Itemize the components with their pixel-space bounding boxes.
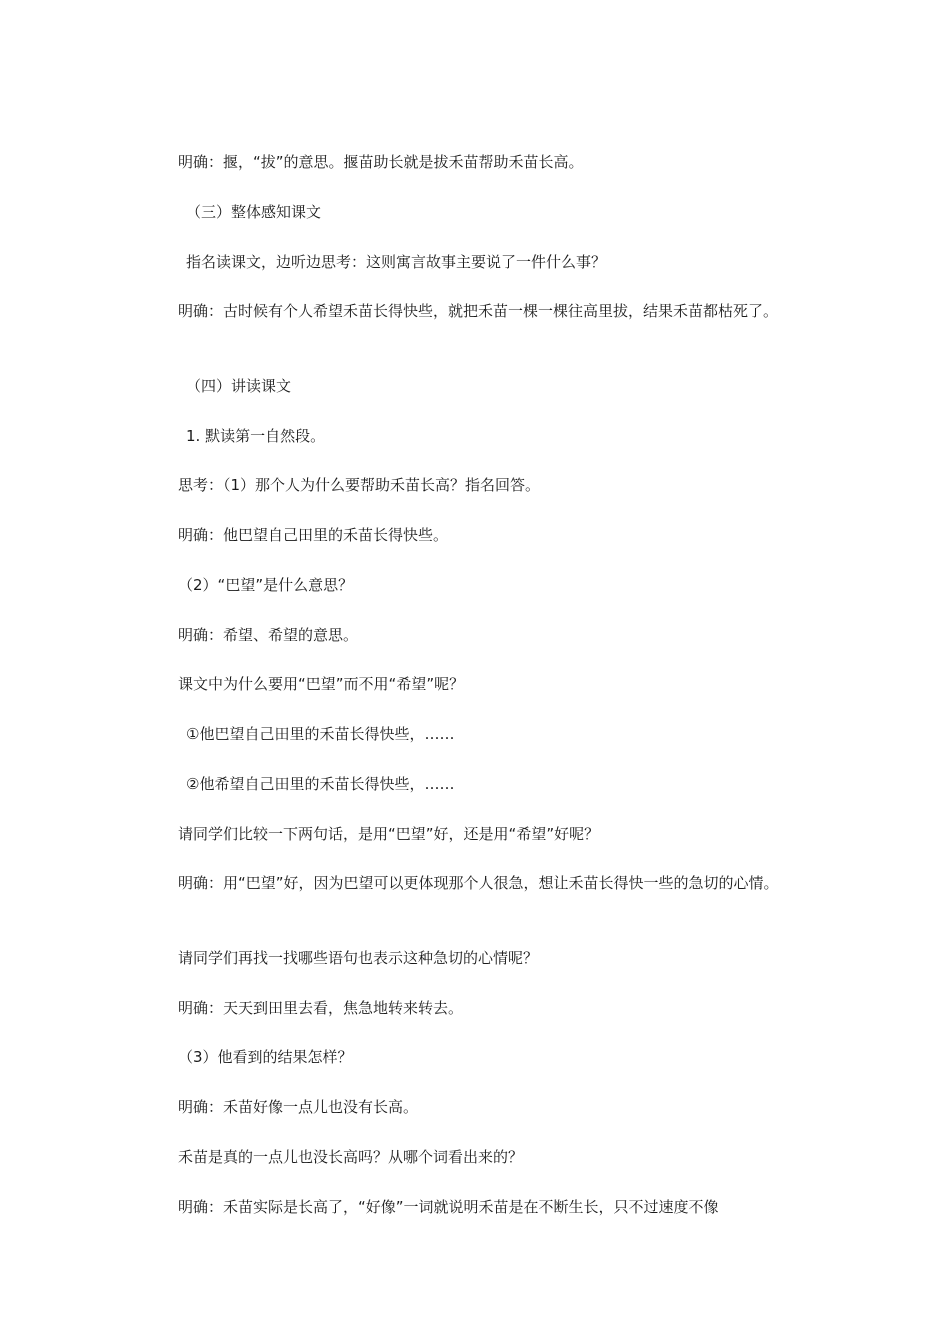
paragraph: （3）他看到的结果怎样？ — [178, 1048, 353, 1066]
paragraph: 指名读课文，边听边思考：这则寓言故事主要说了一件什么事？ — [186, 253, 607, 271]
example-sentence: ①他巴望自己田里的禾苗长得快些，…… — [186, 725, 455, 743]
section-heading: （三）整体感知课文 — [186, 203, 322, 221]
paragraph: （2）“巴望”是什么意思？ — [178, 576, 354, 594]
paragraph: 明确：揠，“拔”的意思。揠苗助长就是拔禾苗帮助禾苗长高。 — [178, 153, 584, 171]
paragraph: 明确：禾苗实际是长高了，“好像”一词就说明禾苗是在不断生长，只不过速度不像 — [178, 1198, 719, 1216]
paragraph: 禾苗是真的一点儿也没长高吗？从哪个词看出来的？ — [178, 1148, 524, 1166]
example-sentence: ②他希望自己田里的禾苗长得快些，…… — [186, 775, 455, 793]
list-item: 1. 默读第一自然段。 — [186, 427, 326, 445]
paragraph: 明确：他巴望自己田里的禾苗长得快些。 — [178, 526, 449, 544]
paragraph: 明确：希望、希望的意思。 — [178, 626, 359, 644]
paragraph: 明确：用“巴望”好，因为巴望可以更体现那个人很急，想让禾苗长得快一些的急切的心情。 — [178, 874, 779, 892]
paragraph: 请同学们比较一下两句话，是用“巴望”好，还是用“希望”好呢？ — [178, 825, 600, 843]
paragraph: 思考：（1）那个人为什么要帮助禾苗长高？指名回答。 — [178, 476, 541, 494]
section-heading: （四）讲读课文 — [186, 377, 292, 395]
paragraph: 请同学们再找一找哪些语句也表示这种急切的心情呢？ — [178, 949, 539, 967]
paragraph: 课文中为什么要用“巴望”而不用“希望”呢？ — [178, 675, 465, 693]
paragraph: 明确：禾苗好像一点儿也没有长高。 — [178, 1098, 419, 1116]
paragraph: 明确：天天到田里去看，焦急地转来转去。 — [178, 999, 464, 1017]
paragraph: 明确：古时候有个人希望禾苗长得快些，就把禾苗一棵一棵往高里拔，结果禾苗都枯死了。 — [178, 302, 779, 320]
